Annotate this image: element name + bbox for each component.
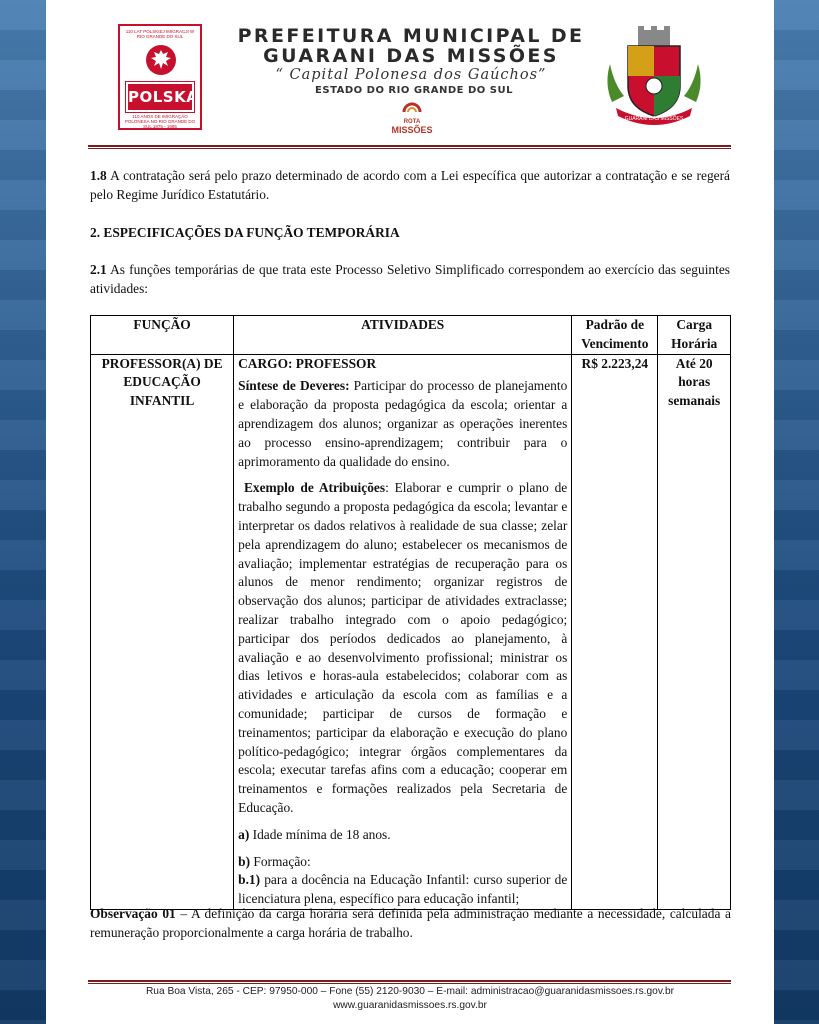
paragraph-1-8-text: A contratação será pelo prazo determinado de acordo com a Lei específica que autorizar a contratação e se regerá pelo Regime Jurídico Estatutário. bbox=[90, 168, 730, 202]
requirement-a bbox=[238, 826, 567, 845]
letterhead bbox=[46, 0, 774, 148]
header-atividades: ATIVIDADES bbox=[234, 316, 572, 355]
polska-logo-bottom-text: 110 ANOS DE IMIGRAÇÃO POLONESA NO RIO GRANDE DO SUL 1875 - 1985 bbox=[124, 114, 196, 129]
cell-carga: Até 20 horas semanais bbox=[658, 354, 731, 909]
crest-motto-text: GUARANI DAS MISSÕES bbox=[624, 116, 684, 122]
cell-padrao: R$ 2.223,24 bbox=[572, 354, 658, 909]
background-left-strip bbox=[0, 0, 46, 1024]
table-row bbox=[91, 354, 731, 909]
observation-label: Observação 01 bbox=[90, 906, 176, 921]
cargo-label: CARGO: PROFESSOR bbox=[238, 355, 377, 371]
rota-missoes-logo bbox=[382, 100, 442, 134]
polska-logo bbox=[118, 24, 202, 130]
paragraph-1-8 bbox=[90, 166, 730, 204]
requirement-b1-text: para a docência na Educação Infantil: curso superior de licenciatura plena, específico para educação infantil; bbox=[238, 872, 568, 907]
observation-note bbox=[90, 904, 731, 942]
header-padrao: Padrão de Vencimento bbox=[572, 316, 658, 355]
letterhead-title-line2: GUARANI DAS MISSÕES bbox=[263, 45, 559, 67]
letterhead-title-line1: PREFEITURA MUNICIPAL DE bbox=[237, 25, 585, 47]
white-eagle-icon bbox=[146, 44, 176, 76]
exemplo-paragraph bbox=[238, 479, 567, 817]
table-header-row bbox=[91, 316, 731, 355]
polska-logo-top-text: 110 LAT POLSKIEJ IMIGRACJI W RIO GRANDE DO SUL bbox=[125, 29, 195, 39]
paragraph-2-1-text: As funções temporárias de que trata este Processo Seletivo Simplificado correspondem ao exercício das seguintes atividades: bbox=[90, 262, 730, 296]
body-text bbox=[90, 166, 730, 298]
observation-text: – A definição da carga horária será definida pela administração mediante a necessidade, calculada a remuneração proporcionalmente a carga horária de trabalho. bbox=[90, 906, 731, 940]
section-2-heading: 2. ESPECIFICAÇÕES DA FUNÇÃO TEMPORÁRIA bbox=[90, 225, 400, 240]
requirement-a-text: Idade mínima de 18 anos. bbox=[249, 826, 391, 842]
exemplo-label: Exemplo de Atribuições bbox=[243, 480, 386, 496]
document-page bbox=[46, 0, 774, 1024]
cell-funcao: PROFESSOR(A) DE EDUCAÇÃO INFANTIL bbox=[91, 354, 234, 909]
letterhead-state: ESTADO DO RIO GRANDE DO SUL bbox=[315, 85, 513, 96]
header-divider bbox=[88, 145, 731, 149]
paragraph-2-1-number: 2.1 bbox=[90, 262, 107, 277]
footer-address: Rua Boa Vista, 265 - CEP: 97950-000 – Fone (55) 2120-9030 – E-mail: administracao@guaranidasmissoes.rs.gov.br bbox=[145, 986, 675, 997]
municipal-crest-icon bbox=[604, 24, 704, 130]
requirement-a-label: a) bbox=[238, 826, 250, 842]
footer-divider bbox=[88, 980, 731, 984]
paragraph-1-8-number: 1.8 bbox=[90, 168, 107, 183]
cell-atividades bbox=[234, 354, 572, 909]
polska-band bbox=[126, 82, 199, 112]
header-funcao: FUNÇÃO bbox=[91, 316, 234, 355]
background-right-strip bbox=[773, 0, 819, 1024]
footer bbox=[46, 985, 774, 1013]
letterhead-title-block bbox=[226, 26, 596, 98]
letterhead-slogan: “ Capital Polonesa dos Gaúchos” bbox=[275, 67, 547, 83]
missoes-label: MISSÕES bbox=[391, 125, 433, 135]
rota-label: ROTA bbox=[403, 119, 421, 125]
requirement-b-text: Formação: bbox=[250, 853, 311, 869]
rota-arc-icon bbox=[402, 100, 422, 114]
exemplo-text: : Elaborar e cumprir o plano de trabalho segundo a proposta pedagógica da escola; levantar e interpretar os dados relativos à realidade de sua classe; zelar pela aprendizagem do aluno; estabelecer os mecanismos de avaliação; implementar estratégias de recuperação para os alunos de menor rendimento; organizar registros de observação dos alunos; participar de atividades extraclasse; realizar trabalho integrado com o apoio pedagógico; participar dos períodos dedicados ao planejamento, à avaliação e ao desenvolvimento profissional; ministrar os dias letivos e horas-aula estabelecidos; colaborar com as atividades e articulação da escola com as famílias e a comunidade; participar de cursos de formação e treinamentos; participar da elaboração e execução do plano político-pedagógico; integrar órgãos complementares da escola; executar tarefas afins com a educação; cooperar em treinamentos e formações realizados pela Secretaria de Educação. bbox=[238, 480, 568, 815]
paragraph-2-1 bbox=[90, 260, 730, 298]
sintese-label: Síntese de Deveres: bbox=[238, 378, 350, 394]
functions-table bbox=[90, 315, 731, 910]
polska-band-text: POLSKA bbox=[128, 88, 199, 106]
requirement-b1-label: b.1) bbox=[238, 872, 261, 888]
requirement-b bbox=[238, 853, 567, 872]
footer-website: www.guaranidasmissoes.rs.gov.br bbox=[333, 1000, 487, 1011]
requirement-b-label: b) bbox=[238, 853, 251, 869]
sintese-text: Participar do processo de planejamento e elaboração da proposta pedagógica da escola; orientar a aprendizagem dos alunos; organizar as operações inerentes ao processo ensino-aprendizagem; contribuir para o aprimoramento da qualidade do ensino. bbox=[238, 378, 568, 469]
sintese-paragraph bbox=[238, 377, 567, 471]
header-carga: Carga Horária bbox=[658, 316, 731, 355]
